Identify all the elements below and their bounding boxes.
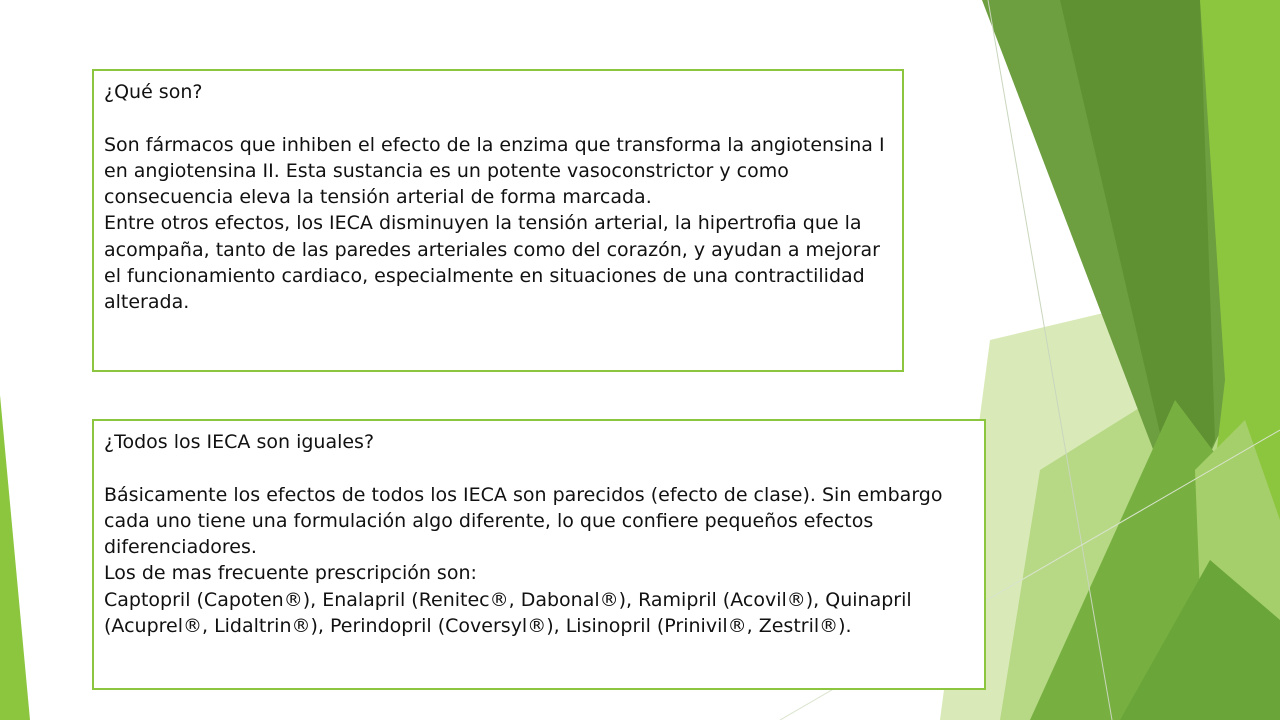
box1-heading: ¿Qué son? [104, 81, 203, 103]
box2-spacer [104, 455, 974, 481]
text-box-are-all-equal [92, 419, 986, 690]
box1-paragraph-1: Son fármacos que inhiben el efecto de la enzima que transforma la angiotensina I en angiotensina II. Esta sustancia es un potente vasoconstrictor y como consecuencia eleva la tensión arterial de forma marcada. [104, 133, 885, 209]
box1-paragraph-2: Entre otros efectos, los IECA disminuyen la tensión arterial, la hipertrofia que la acompaña, tanto de las paredes arteriales como del corazón, y ayudan a mejorar el funcionamiento cardiaco, especialmente en situaciones de una contractilidad alterada. [104, 212, 880, 314]
box2-paragraph-3: Captopril (Capoten®), Enalapril (Renitec®, Dabonal®), Ramipril (Acovil®), Quinapril (Acuprel®, Lidaltrin®), Perindopril (Coversyl®), Lisinopril (Prinivil®, Zestril®). [104, 588, 912, 638]
text-box-what-are [92, 69, 904, 372]
box2-heading: ¿Todos los IECA son iguales? [104, 431, 375, 453]
box1-spacer [104, 105, 892, 131]
box2-paragraph-2: Los de mas frecuente prescripción son: [104, 562, 477, 585]
left-green-sliver [0, 395, 30, 720]
box2-paragraph-1: Básicamente los efectos de todos los IECA son parecidos (efecto de clase). Sin embargo cada uno tiene una formulación algo diferente, lo que confiere pequeños efectos diferenciadores. [104, 483, 943, 559]
